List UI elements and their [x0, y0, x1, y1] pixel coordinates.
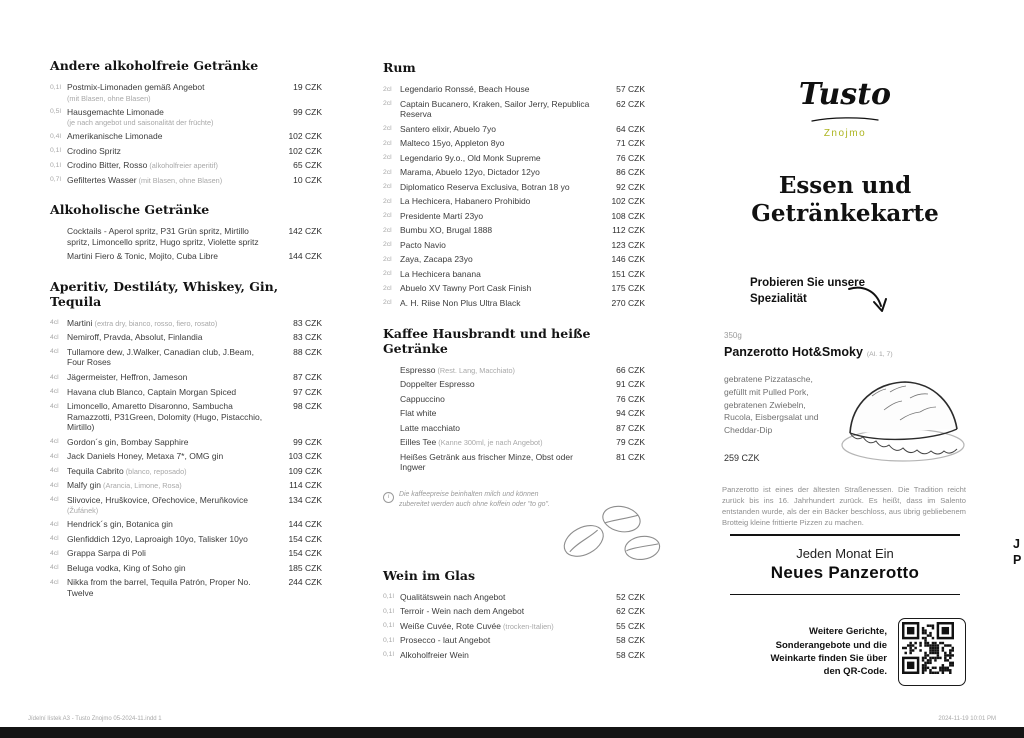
menu-item-price: 142 CZK [288, 226, 322, 237]
monthly-line2: Neues Panzerotto [770, 562, 920, 582]
menu-item-size: 4cl [50, 535, 59, 543]
menu-item-name: Gordon´s gin, Bombay Sapphire [67, 436, 189, 447]
menu-item-name: Malteco 15yo, Appleton 8yo [400, 138, 505, 149]
menu-item-price: 98 CZK [293, 401, 322, 412]
right-panel [722, 72, 968, 732]
divider-top [730, 534, 960, 536]
menu-item-price: 76 CZK [616, 393, 645, 404]
qr-code[interactable] [898, 618, 966, 686]
menu-item-name: Diplomatico Reserva Exclusiva, Botran 18 yo [400, 181, 570, 192]
edge-line1: J [1013, 537, 1020, 551]
menu-item-size [383, 408, 400, 410]
menu-item-name: Captain Bucanero, Kraken, Sailor Jerry, Republica Reserva [400, 98, 590, 120]
menu-item [383, 225, 645, 236]
menu-item-name: Eilles Tee (Kanne 300ml, je nach Angebot) [400, 437, 543, 448]
menu-item-size: 2cl [383, 100, 392, 108]
menu-item [383, 254, 645, 265]
menu-item-size [50, 226, 67, 228]
menu-item-size: 4cl [50, 402, 59, 410]
menu-item-name: La Hechicera banana [400, 268, 481, 279]
menu-item-name: Prosecco - laut Angebot [400, 635, 491, 646]
menu-item-size [383, 379, 400, 381]
menu-item-name: Doppelter Espresso [400, 379, 475, 390]
menu-item-price: 102 CZK [288, 131, 322, 142]
menu-item [383, 182, 645, 193]
menu-item-name: Nikka from the barrel, Tequila Patrón, Proper No. Twelve [67, 577, 251, 599]
menu-item [383, 211, 645, 222]
monthly-line1: Jeden Monat Ein [796, 545, 894, 561]
menu-item-name: Latte macchiato [400, 422, 461, 433]
menu-item [383, 153, 645, 164]
menu-item [50, 577, 322, 598]
menu-item-price: 92 CZK [616, 181, 645, 192]
menu-item [383, 437, 645, 448]
menu-item-name: Tequila Cabrito (blanco, reposado) [67, 465, 187, 476]
menu-item-size: 4cl [50, 481, 59, 489]
menu-item-price: 151 CZK [611, 268, 645, 279]
footer-file-info: Jídelní lístek A3 - Tusto Znojmo 05-2024-11.indd 1 [28, 716, 162, 722]
menu-item-name: Glenfiddich 12yo, Laproaigh 10yo, Talisker 10yo [67, 533, 248, 544]
section-title: Andere alkoholfreie Getränke [50, 58, 259, 73]
menu-item-size: 2cl [383, 299, 392, 307]
menu-item [50, 401, 322, 433]
menu-item-price: 114 CZK [289, 480, 322, 491]
restaurant-logo [722, 77, 968, 139]
menu-item-price: 87 CZK [293, 372, 322, 382]
promo-text: Probieren Sie unsere Spezialität [750, 277, 866, 305]
menu-item [383, 99, 645, 120]
monthly-banner [730, 534, 960, 595]
menu-item-name: Weiße Cuvée, Rote Cuvée (trocken-Italien) [400, 620, 554, 631]
menu-item-price: 88 CZK [293, 346, 322, 357]
menu-column-left [50, 58, 322, 616]
menu-item [383, 379, 645, 390]
menu-item-price: 102 CZK [288, 145, 322, 156]
menu-item [383, 635, 645, 646]
menu-item-price: 270 CZK [611, 297, 645, 308]
menu-column-middle [383, 60, 645, 677]
menu-item-note: (mit Blasen, ohne Blasen) [67, 93, 151, 103]
menu-item-size: 4cl [50, 549, 59, 557]
special-weight: 350g [724, 331, 742, 340]
menu-item-name: Havana club Blanco, Captain Morgan Spiced [67, 386, 237, 397]
menu-item-size: 2cl [383, 85, 392, 93]
logo-underline [809, 116, 881, 123]
menu-item-name: Slivovice, Hruškovice, Ořechovice, Meruňkovice (Žufánek) [67, 495, 278, 516]
menu-item-size: 2cl [383, 255, 392, 263]
menu-item-name: Cocktails - Aperol spritz, P31 Grün spritz, Mirtillo spritz, Limoncello spritz, Hugo spritz, Violette spritz [67, 226, 259, 247]
menu-item-size: 4cl [50, 578, 59, 586]
menu-item-size [50, 251, 67, 253]
menu-item [50, 131, 322, 142]
menu-item-price: 108 CZK [611, 210, 645, 221]
menu-item-size: 0,1l [383, 593, 394, 601]
section-alkoholische-getraenke [50, 202, 322, 262]
menu-item [383, 298, 645, 309]
menu-item [50, 563, 322, 574]
menu-item [50, 107, 322, 128]
menu-item-name: Terroir - Wein nach dem Angebot [400, 606, 525, 617]
menu-item-price: 83 CZK [293, 332, 322, 343]
menu-item-price: 103 CZK [288, 451, 322, 462]
menu-item-price: 94 CZK [616, 408, 645, 419]
section-aperitiv-destillate [50, 279, 322, 599]
menu-item-name: Santero elixir, Abuelo 7yo [400, 123, 496, 134]
menu-item-size: 4cl [50, 319, 59, 327]
qr-caption: Weitere Gerichte, Sonderangebote und die Weinkarte finden Sie über den QR-Code. [770, 626, 887, 678]
menu-item [383, 167, 645, 178]
qr-section [722, 618, 966, 686]
menu-item [383, 283, 645, 294]
menu-item-price: 109 CZK [288, 465, 322, 476]
menu-item [383, 650, 645, 661]
menu-item [50, 160, 322, 171]
menu-item-price: 62 CZK [616, 606, 645, 617]
bottom-crop-bar [0, 727, 1024, 738]
menu-item-note: (mit Blasen, ohne Blasen) [136, 175, 223, 185]
special-price: 259 CZK [724, 453, 760, 463]
menu-title [722, 172, 968, 228]
menu-item-name: Alkoholfreier Wein [400, 649, 469, 660]
menu-item-size: 2cl [383, 125, 392, 133]
menu-item [50, 318, 322, 329]
menu-item-size: 2cl [383, 241, 392, 249]
qr-code-image [902, 622, 954, 674]
menu-item-price: 57 CZK [616, 84, 645, 94]
menu-item [50, 519, 322, 530]
menu-item-size: 2cl [383, 270, 392, 278]
menu-item-size: 4cl [50, 520, 59, 528]
menu-item-price: 65 CZK [293, 160, 322, 171]
menu-item [50, 146, 322, 157]
menu-item-size: 2cl [383, 168, 392, 176]
menu-item-note: (Rest. Lang, Macchiato) [435, 365, 515, 375]
menu-item-size: 4cl [50, 373, 59, 381]
menu-item-price: 64 CZK [616, 123, 645, 134]
logo-text: Tusto [798, 77, 892, 112]
section-title: Alkoholische Getränke [50, 202, 210, 218]
menu-item-size: 0,5l [50, 108, 61, 116]
menu-item-price: 144 CZK [288, 251, 322, 262]
menu-item-size: 2cl [383, 197, 392, 205]
menu-item [383, 394, 645, 405]
menu-item-price: 55 CZK [616, 620, 645, 631]
menu-item-price: 175 CZK [611, 283, 645, 294]
menu-item-size: 4cl [50, 348, 59, 356]
menu-item [50, 251, 322, 262]
menu-item-name: Crodino Bitter, Rosso (alkoholfreier aperitif) [67, 160, 218, 171]
menu-item [50, 387, 322, 398]
menu-item-size [383, 452, 400, 454]
menu-item [50, 451, 322, 462]
menu-item-name: Grappa Sarpa di Poli [67, 548, 146, 559]
menu-item-size: 4cl [50, 438, 59, 446]
divider-bottom [730, 594, 960, 596]
menu-item-name: Hausgemachte Limonade (je nach angebot und saisonalität der früchte) [67, 107, 278, 128]
menu-item [50, 466, 322, 477]
menu-item-price: 154 CZK [288, 548, 322, 559]
menu-item-size: 2cl [383, 154, 392, 162]
menu-item [50, 82, 322, 103]
menu-item [50, 332, 322, 343]
menu-item [383, 196, 645, 207]
menu-item-size: 4cl [50, 467, 59, 475]
menu-item-name: Legendario Ronssé, Beach House [400, 84, 530, 94]
menu-item-note: (je nach angebot und saisonalität der früchte) [67, 118, 214, 128]
menu-item-size: 0,1l [50, 83, 61, 91]
menu-item-size: 2cl [383, 226, 392, 234]
menu-item [383, 606, 645, 617]
menu-item [50, 437, 322, 448]
menu-item-name: Jägermeister, Heffron, Jameson [67, 372, 188, 382]
panzerotto-history: Panzerotto ist eines der ältesten Straßenessen. Die Tradition reicht zurück bis ins 16. Jahrhundert zurück. Es heißt, dass im Salento entstanden wurde, als der ein Bäcker beschloss, aus übrig gebliebenem Brotteig kleine frittierte Pizzen zu machen. [722, 484, 966, 527]
menu-item-name: Limoncello, Amaretto Disaronno, Sambucha Ramazzotti, P31Green, Dolomity (Hugo, Pistacchio, Mirtillo) [67, 401, 263, 433]
menu-item [50, 534, 322, 545]
menu-item-name: Cappuccino [400, 393, 445, 404]
menu-item [50, 347, 322, 368]
menu-item-price: 62 CZK [616, 98, 645, 109]
menu-item-name: Legendario 9y.o., Old Monk Supreme [400, 152, 541, 163]
menu-item-name: Hendrick´s gin, Botanica gin [67, 519, 173, 530]
menu-item-price: 97 CZK [293, 386, 322, 397]
edge-line2: P [1013, 553, 1022, 567]
menu-item-name: Abuelo XV Tawny Port Cask Finish [400, 283, 532, 294]
dish-name-text: Panzerotto Hot&Smoky [724, 345, 863, 359]
menu-item-name: Amerikanische Limonade [67, 131, 163, 142]
menu-item-price: 112 CZK [612, 225, 645, 236]
menu-item-size: 2cl [383, 212, 392, 220]
menu-item-name: Flat white [400, 408, 437, 419]
menu-item-note: (blanco, reposado) [123, 466, 187, 476]
menu-item [50, 548, 322, 559]
coffee-note: Die kaffeepreise beinhalten milch und können zubereitet werden auch ohne koffein oder "to go". [399, 490, 550, 508]
menu-item-price: 144 CZK [288, 519, 322, 530]
menu-item-size: 4cl [50, 564, 59, 572]
section-title: Aperitiv, Destiláty, Whiskey, Gin, Tequila [50, 278, 279, 309]
menu-item-size [383, 365, 400, 367]
menu-item-name: Nemiroff, Pravda, Absolut, Finlandia [67, 332, 203, 343]
menu-title-line1: Essen und [778, 172, 912, 199]
menu-item-size [383, 423, 400, 425]
menu-item [50, 372, 322, 383]
footer-timestamp: 2024-11-19 10:01 PM [938, 716, 996, 722]
menu-item [383, 592, 645, 603]
section-kaffee [383, 326, 645, 473]
section-title: Rum [383, 60, 416, 75]
menu-item-price: 91 CZK [616, 379, 645, 390]
menu-item [383, 240, 645, 251]
section-title: Wein im Glas [383, 567, 476, 583]
menu-item-price: 52 CZK [616, 591, 645, 602]
menu-item-size: 0,1l [50, 147, 61, 155]
menu-item-size [383, 394, 400, 396]
logo-subtext: Znojmo [823, 128, 867, 139]
menu-item-size: 2cl [383, 139, 392, 147]
section-rum [383, 60, 645, 309]
menu-item-name: Martini Fiero & Tonic, Mojito, Cuba Libre [67, 251, 219, 262]
menu-item-price: 123 CZK [611, 239, 645, 250]
menu-item [383, 621, 645, 632]
menu-item-size: 4cl [50, 388, 59, 396]
menu-item-price: 102 CZK [611, 196, 645, 207]
menu-item-name: Crodino Spritz [67, 145, 121, 156]
menu-item-price: 10 CZK [293, 174, 322, 185]
menu-item-price: 58 CZK [616, 635, 645, 646]
menu-item-note: (Arancia, Limone, Rosa) [101, 481, 182, 491]
menu-item-price: 244 CZK [288, 577, 322, 588]
menu-item-price: 87 CZK [616, 422, 645, 433]
menu-item-name: Espresso (Rest. Lang, Macchiato) [400, 364, 515, 375]
menu-item-name: Heißes Getränk aus frischer Minze, Obst oder Ingwer [400, 451, 573, 473]
menu-item-price: 185 CZK [288, 562, 322, 573]
section-title: Kaffee Hausbrandt und heiße Getränke [383, 325, 591, 356]
menu-item-name: La Hechicera, Habanero Prohibido [400, 196, 531, 207]
menu-item-size: 0,4l [50, 132, 61, 140]
menu-item-name: Bumbu XO, Brugal 1888 [400, 225, 493, 236]
menu-item [50, 495, 322, 516]
menu-item [383, 124, 645, 135]
menu-item-note: (extra dry, bianco, rosso, fiero, rosato) [92, 318, 218, 328]
menu-item-name: Postmix-Limonaden gemäß Angebot (mit Blasen, ohne Blasen) [67, 82, 278, 103]
menu-item-name: Martini (extra dry, bianco, rosso, fiero, rosato) [67, 317, 218, 328]
section-wein-im-glas [383, 568, 645, 661]
menu-item-price: 19 CZK [293, 82, 322, 92]
menu-item-note: (trocken-Italien) [500, 621, 554, 631]
menu-item [383, 365, 645, 376]
menu-item-note: (alkoholfreier aperitif) [147, 161, 218, 171]
menu-item [383, 408, 645, 419]
coffee-note-row [383, 490, 645, 568]
menu-item-name: Jack Daniels Honey, Metaxa 7*, OMG gin [67, 451, 224, 462]
menu-item-size: 0,1l [383, 607, 394, 615]
menu-item-price: 134 CZK [288, 494, 322, 505]
page-edge-fragment [1013, 536, 1024, 568]
menu-item-name: Tullamore dew, J.Walker, Canadian club, J.Beam, Four Roses [67, 346, 254, 368]
menu-item-price: 99 CZK [293, 106, 322, 117]
coffee-beans-illustration [550, 494, 667, 568]
menu-item-name: Gefiltertes Wasser (mit Blasen, ohne Blasen) [67, 174, 223, 185]
dish-allergens: (Al. 1, 7) [866, 351, 893, 358]
panzerotto-illustration [838, 354, 970, 466]
menu-item [383, 452, 645, 473]
menu-item [383, 269, 645, 280]
menu-item-price: 66 CZK [616, 364, 645, 375]
menu-item-price: 71 CZK [616, 138, 645, 149]
menu-item-size: 0,1l [383, 622, 394, 630]
menu-item-size: 4cl [50, 452, 59, 460]
menu-item-price: 86 CZK [616, 167, 645, 178]
menu-item-note: (Kanne 300ml, je nach Angebot) [436, 438, 543, 448]
menu-item-size: 0,1l [50, 161, 61, 169]
info-icon: i [383, 492, 394, 503]
menu-item-size: 4cl [50, 496, 59, 504]
menu-item-name: Presidente Martí 23yo [400, 210, 484, 221]
section-alkoholfreie-getraenke [50, 58, 322, 185]
menu-item-name: Pacto Navio [400, 239, 446, 250]
menu-item [50, 226, 322, 247]
menu-item-price: 58 CZK [616, 649, 645, 660]
menu-item-name: A. H. Riise Non Plus Ultra Black [400, 297, 521, 308]
menu-item-price: 79 CZK [616, 437, 645, 448]
menu-item-name: Malfy gin (Arancia, Limone, Rosa) [67, 480, 182, 491]
menu-item-price: 76 CZK [616, 152, 645, 163]
menu-item [383, 84, 645, 95]
special-description: gebratene Pizzatasche, gefüllt mit Pulled Pork, gebratenen Zwiebeln, Rucola, Eisbergsalat und Cheddar-Dip [724, 374, 819, 435]
menu-item-note: (Žufánek) [67, 506, 99, 516]
menu-item-name: Zaya, Zacapa 23yo [400, 254, 473, 265]
menu-title-line2: Getränkekarte [751, 200, 939, 228]
menu-item-size: 4cl [50, 333, 59, 341]
menu-item-name: Marama, Abuelo 12yo, Dictador 12yo [400, 167, 540, 178]
menu-item [50, 480, 322, 491]
arrow-down-icon [846, 284, 890, 320]
menu-item-name: Qualitätswein nach Angebot [400, 591, 506, 602]
menu-item-price: 81 CZK [616, 451, 645, 462]
menu-item-size [383, 437, 400, 439]
menu-item-size: 0,1l [383, 651, 394, 659]
menu-item [50, 175, 322, 186]
menu-item [383, 423, 645, 434]
menu-item-size: 0,1l [383, 636, 394, 644]
menu-item-name: Beluga vodka, King of Soho gin [67, 562, 186, 573]
menu-item-price: 146 CZK [611, 254, 645, 265]
menu-item-size: 0,7l [50, 176, 61, 184]
menu-item-price: 154 CZK [288, 533, 322, 544]
menu-item-size: 2cl [383, 284, 392, 292]
menu-item-price: 83 CZK [293, 317, 322, 328]
menu-item-size: 2cl [383, 183, 392, 191]
menu-item [383, 138, 645, 149]
menu-item-price: 99 CZK [293, 436, 322, 447]
